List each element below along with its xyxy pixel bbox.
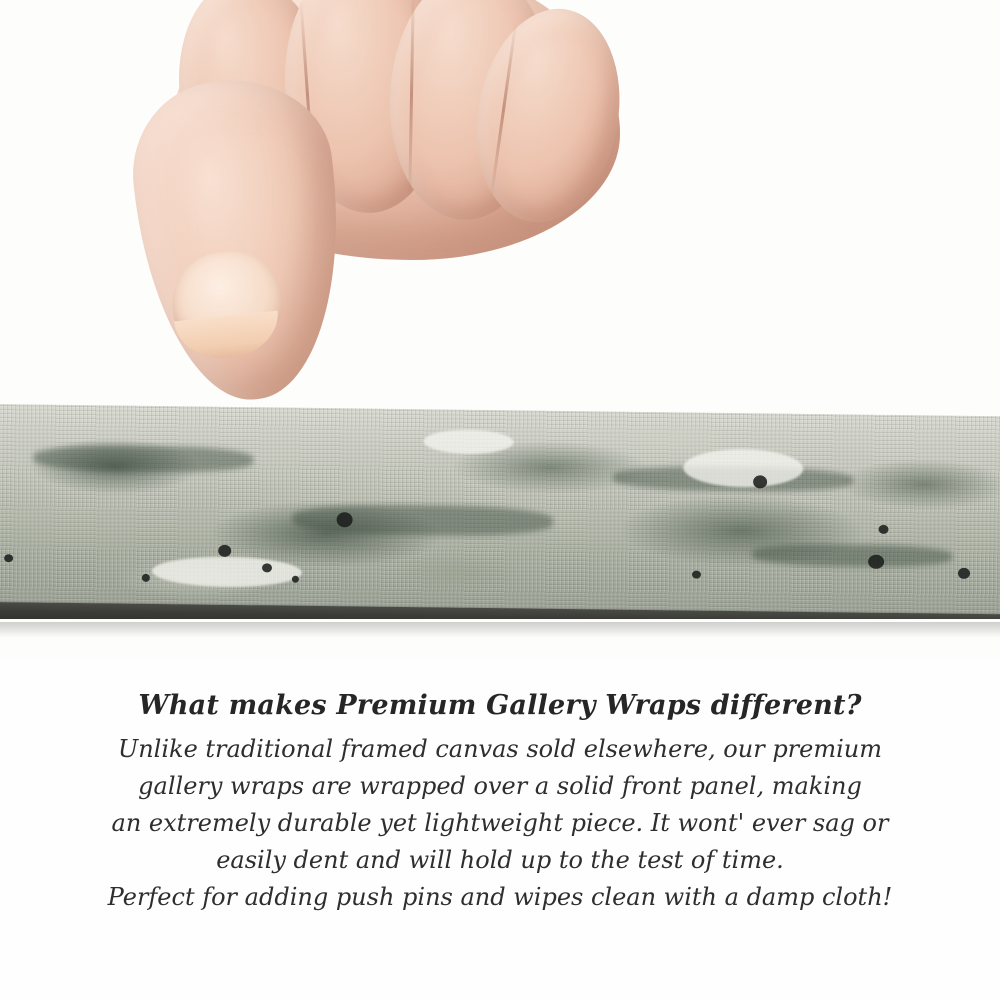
- caption-line-1: Unlike traditional framed canvas sold elsewhere, our premium: [117, 735, 882, 763]
- paint-highlight: [423, 429, 513, 454]
- paint-speck: [262, 563, 272, 572]
- caption-line-5: Perfect for adding push pins and wipes clean with a damp cloth!: [107, 883, 893, 911]
- paint-streak: [33, 444, 253, 473]
- paint-speck: [868, 555, 884, 569]
- paint-speck: [958, 568, 970, 579]
- canvas-drop-shadow: [0, 622, 1000, 638]
- paint-streak: [292, 504, 552, 537]
- caption-line-2: gallery wraps are wrapped over a solid front panel, making: [138, 772, 862, 800]
- caption-line-4: easily dent and will hold up to the test of time.: [216, 846, 784, 874]
- caption-headline: What makes Premium Gallery Wraps different?: [138, 690, 862, 721]
- paint-speck: [878, 525, 888, 534]
- paint-streak: [752, 543, 952, 567]
- paint-speck: [142, 574, 150, 582]
- paint-speck: [753, 475, 767, 488]
- hand-illustration: [110, 0, 630, 430]
- caption-line-3: an extremely durable yet lightweight piece. It wont' ever sag or: [111, 809, 889, 837]
- paint-speck: [692, 571, 701, 579]
- paint-highlight: [152, 556, 302, 588]
- paint-speck: [218, 545, 231, 557]
- paint-speck: [4, 554, 13, 562]
- canvas-print-surface: [0, 404, 1000, 619]
- paint-speck: [337, 512, 353, 527]
- canvas-wrap-edge: [0, 404, 1000, 619]
- paint-speck: [292, 576, 299, 583]
- caption-block: [0, 690, 1000, 916]
